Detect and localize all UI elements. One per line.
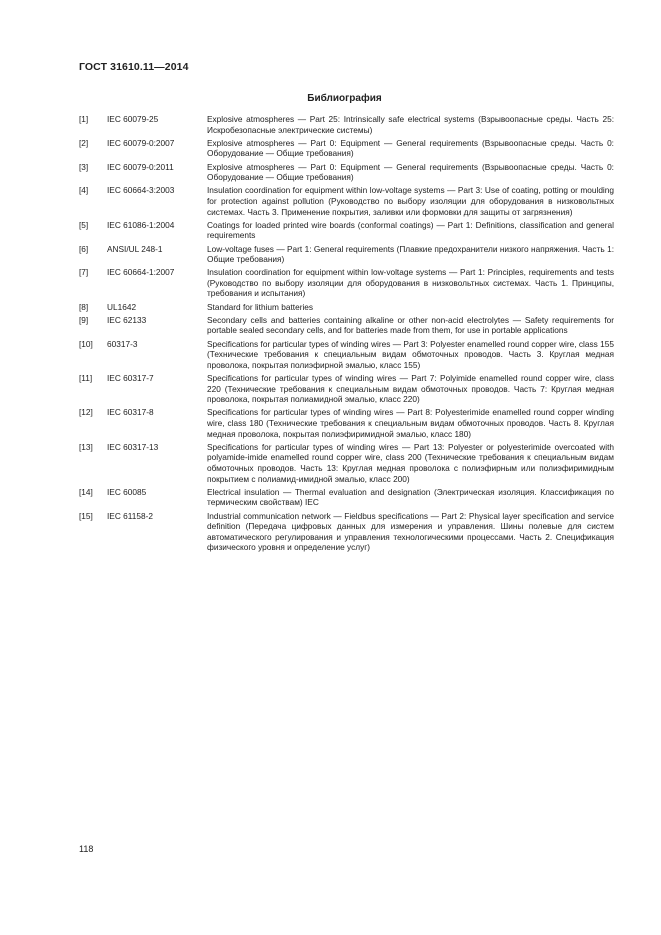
standard-title: Standard for lithium batteries	[207, 301, 314, 312]
standard-designation: IEC 60317-8	[107, 407, 154, 418]
document-code: ГОСТ 31610.11—2014	[79, 61, 189, 73]
bibliography-entry	[79, 442, 614, 484]
standard-designation: UL1642	[107, 301, 137, 312]
reference-number: [8]	[79, 301, 89, 312]
bibliography-title: Библиография	[307, 93, 382, 104]
standard-designation: 60317-3	[107, 338, 138, 349]
reference-number: [2]	[79, 137, 89, 148]
standard-title: Explosive atmospheres — Part 0: Equipment — General requirements (Взрывоопасные среды. Часть 0: Оборудование — Общие требования)	[207, 161, 614, 183]
reference-number: [13]	[79, 441, 93, 452]
bibliography-entry	[79, 315, 614, 336]
bibliography-entry	[79, 267, 614, 299]
standard-designation: ANSI/UL 248-1	[107, 243, 163, 254]
bibliography-entry	[79, 407, 614, 439]
reference-number: [14]	[79, 486, 93, 497]
standard-designation: IEC 60079-25	[107, 114, 159, 124]
standard-designation: IEC 60085	[107, 486, 147, 497]
reference-number: [3]	[79, 161, 89, 172]
bibliography-entry	[79, 511, 614, 553]
standard-title: Secondary cells and batteries containing alkaline or other non-acid electrolytes — Safety requirements for portable sealed secondary cells, and for batteries made from them, for use in portable applications	[207, 314, 614, 336]
standard-designation: IEC 61158-2	[107, 510, 153, 521]
standard-title: Coatings for loaded printed wire boards (conformal coatings) — Part 1: Definitions, classification and general requirements	[207, 219, 614, 241]
reference-number: [7]	[79, 267, 89, 278]
bibliography-entry	[79, 244, 614, 265]
bibliography-entry	[79, 487, 614, 508]
reference-number: [12]	[79, 407, 93, 418]
reference-number: [5]	[79, 219, 89, 230]
standard-title: Insulation coordination for equipment within low-voltage systems — Part 1: Principles, requirements and tests (Руководство по выбору изоляции для оборудования в низковольтных системах. Часть 1. Принципы, требования и испытания)	[207, 267, 614, 299]
reference-number: [10]	[79, 338, 93, 349]
bibliography-entry	[79, 185, 614, 217]
bibliography-entry	[79, 114, 614, 135]
standard-title: Explosive atmospheres — Part 25: Intrinsically safe electrical systems (Взрывоопасные среды. Часть 25: Искробезопасные электрические системы)	[207, 114, 614, 135]
standard-designation: IEC 61086-1:2004	[107, 219, 175, 230]
bibliography-entry	[79, 162, 614, 183]
reference-number: [11]	[79, 373, 93, 383]
bibliography-list	[79, 114, 614, 555]
standard-designation: IEC 60079-0:2007	[107, 137, 175, 148]
reference-number: [6]	[79, 243, 89, 254]
bibliography-entry	[79, 138, 614, 159]
standard-title: Specifications for particular types of winding wires — Part 7: Polyimide enamelled round copper wire, class 220 (Технические требования к специальным видам обмоточных проводов. Часть 7: Круглая медная проволока, покрытая полиамидной эмалью, класс 220)	[207, 373, 614, 405]
reference-number: [4]	[79, 185, 89, 196]
standard-title: Specifications for particular types of winding wires — Part 8: Polyesterimide enamelled round copper winding wire, class 180 (Технические требования к специальным видам обмоточных проводов. Часть 8. Круглая медная проволока, покрытая полиэфиримидной эмалью, класс 180)	[207, 407, 614, 439]
standard-designation: IEC 60079-0:2011	[107, 161, 174, 172]
bibliography-entry	[79, 373, 614, 405]
standard-designation: IEC 60664-3:2003	[107, 185, 175, 196]
standard-designation: IEC 62133	[107, 314, 147, 325]
standard-designation: IEC 60317-13	[107, 441, 159, 452]
standard-title: Industrial communication network — Fieldbus specifications — Part 2: Physical layer specification and service definition (Передача цифровых данных для измерения и управления. Шины полевые для систем автоматического регулирования и управления технологическими процессами. Часть 2. Спецификация физического уровня и определение услуг)	[207, 510, 614, 553]
bibliography-entry	[79, 302, 614, 313]
bibliography-entry	[79, 339, 614, 371]
standard-title: Specifications for particular types of winding wires — Part 13: Polyester or polyesterimide overcoated with polyamide-imide enamelled round copper wire, class 200 (Технические требования к специальным видам обмоточных проводов. Часть 13: Круглая медная проволока с полиэфирным или полиэфиримидным покрытием с полиамид-имидной эмалью, класс 200)	[207, 441, 614, 484]
page-number: 118	[79, 844, 94, 854]
standard-title: Insulation coordination for equipment within low-voltage systems — Part 3: Use of coating, potting or moulding for protection against pollution (Руководство по выбору изоляции для оборудования в низковольтных системах. Часть 3. Применение покрытия, заливки или формовки для защиты от загрязнения)	[207, 185, 614, 217]
standard-title: Electrical insulation — Thermal evaluation and designation (Электрическая изоляция. Классификация по термическим свойствам) IEC	[207, 486, 614, 508]
standard-designation: IEC 60664-1:2007	[107, 267, 175, 278]
standard-title: Explosive atmospheres — Part 0: Equipment — General requirements (Взрывоопасные среды. Часть 0: Оборудование — Общие требования)	[207, 137, 614, 159]
reference-number: [15]	[79, 510, 93, 521]
standard-title: Specifications for particular types of winding wires — Part 3: Polyester enamelled round copper wire, class 155 (Технические требования к специальным видам обмоточных проводов. Часть 3. Круглая медная проволока, покрытая полиэфирной эмалью, класс 155)	[207, 338, 614, 370]
bibliography-entry	[79, 220, 614, 241]
standard-designation: IEC 60317-7	[107, 373, 154, 383]
standard-title: Low-voltage fuses — Part 1: General requirements (Плавкие предохранители низкого напряжения. Часть 1: Общие требования)	[207, 243, 614, 265]
reference-number: [1]	[79, 114, 89, 124]
reference-number: [9]	[79, 314, 89, 325]
